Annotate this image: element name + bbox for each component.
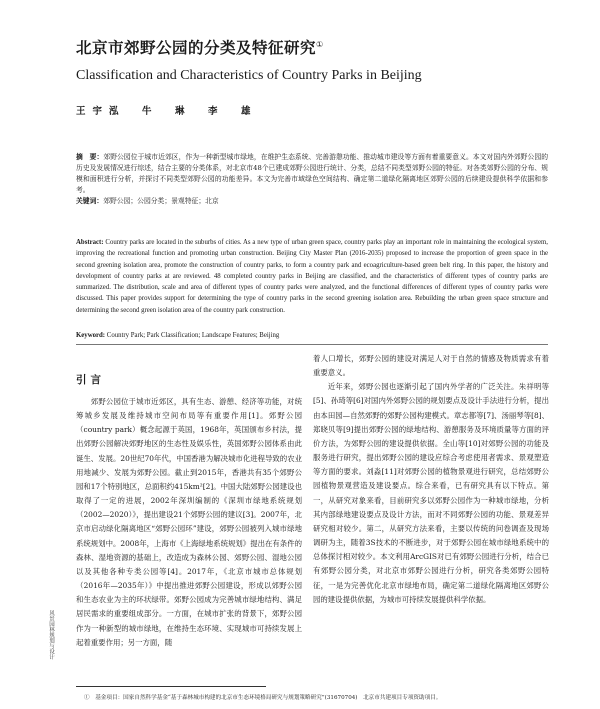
keywords-chinese <box>76 196 548 207</box>
abstract-english-label: Abstract: <box>76 239 104 246</box>
abstract-chinese-label: 摘 要： <box>76 153 104 161</box>
keywords-english <box>76 330 548 341</box>
section-heading-introduction: 引言 <box>76 374 105 386</box>
author-list: 王宇泓 牛 琳 李 雄 <box>76 106 258 117</box>
keywords-english-label: Keyword: <box>76 332 106 339</box>
footnote-rule <box>76 686 266 687</box>
title-footnote-mark: ① <box>316 39 324 49</box>
body-column-right <box>313 352 549 674</box>
abstract-chinese <box>76 152 548 196</box>
body-paragraph: 近年来，郊野公园也逐渐引起了国内外学者的广泛关注。朱祥明等[5]、孙琦等[6]对国内外郊野公园的规划要点及设计手法进行分析，提出由本田园—自然郊野的郊野公园构建模式。章志都等[7]、汤丽琴等[8]、郑晓贝等[9]提出郊野公园的绿地结构、游憩服务及环境质量等方面的评价方法，为郊野公园的建设提供依据。全山等[10]对郊野公园的功能及服务进行研究，提出郊野公园的建设应综合考虑使用者需求、景观塑造等方面的要求。刘淼[11]对郊野公园的植物景观进行研究，总结郊野公园植物景观营造及建设要点。综合来看，已有研究具有以下特点。第一，从研究对象来看，目前研究多以郊野公园作为一种城市绿地，分析其内部绿地建设要点及设计方法，而对不同郊野公园的功能、景观差异研究相对较少。第二，从研究方法来看，主要以传统的问卷调查及现场调研为主，随着3S技术的不断进步，对于郊野公园在城市绿地系统中的总体探讨相对较少。本文利用ArcGIS对已有郊野公园进行分析，结合已有郊野公园分类，对北京市郊野公园进行分析，研究各类郊野公园特征，一是为完善优化北京市绿地布局，确定第二道绿化隔离地区郊野公园的建设提供依据，为城市可持续发展提供科学依据。 <box>313 382 549 604</box>
abstract-english-text: Country parks are located in the suburbs of cities. As a new type of urban green space, country parks play an important role in maintaining the ecological system, improving the recreational function and promoting urban construction. Beijing City Master Plan (2016-2035) proposed to increase the proportion of green space in the second greening isolation area, promote the construction of country parks, to form a country park and ecoagriculture-based green belt ring. In this paper, the history and development of country parks at are reviewed. 48 completed country parks in Beijing are classified, and the characteristics of different types of country parks are summarized. The distribution, scale and area of different types of country parks were analyzed, and the functional differences of different types of country parks were discussed. This paper provides support for determining the type of country parks in the second greening isolation area. Rebuilding the urban green space structure and determining the second green isolation area of the country park construction. <box>76 239 549 314</box>
footnote-funding: ① 基金项目：国家自然科学基金“基于森林城市构建的北京市生态环境格局研究与规划策略研究”(31670704) 北京市共建项目专项资助项目。 <box>84 695 442 701</box>
paper-title-english: Classification and Characteristics of Country Parks in Beijing <box>76 68 422 83</box>
paper-title-chinese: 北京市郊野公园的分类及特征研究① <box>76 38 324 57</box>
keywords-english-text: Country Park; Park Classification; Landscape Features; Beijing <box>106 332 280 339</box>
body-column-left: 郊野公园位于城市近郊区，具有生态、游憩、经济等功能，对统筹城乡发展及维持城市空间布局等有重要作用[1]。郊野公园（country park）概念起源于英国，1968年，英国颁布乡村法，提出郊野公园解决郊野地区的生态性及娱乐性，英国郊野公园体系由此诞生、发展。20世纪70年代，中国香港为解决城市化进程导致的农业用地减少、发展为郊野公园。截止到2015年，香港共有35个郊野公园和17个特别地区，总面积约415km²[2]。中国大陆郊野公园建设也取得了一定的进展，2002年深圳编制的《深圳市绿地系统规划（2002—2020）》，提出建设21个郊野公园的建议[3]。2007年，北京市启动绿化隔离地区“郊野公园环”建设，郊野公园被列入城市绿地系统规划中。2008年，上海市《上海绿地系统规划》提出在有条件的森林、湿地资源的基础上，改造成为森林公园、郊野公园、湿地公园以及其他各种专类公园等[4]。2017年，《北京市城市总体规划（2016年—2035年）》中提出推进郊野公园建设，形成以郊野公园和生态农业为主的环状绿带。郊野公园成为完善城市绿地结构、满足居民需求的重要组成部分。一方面，在城市扩张的背景下，郊野公园作为一种新型的城市绿地，在维持生态环境、实现城市可持续发展上起着重要作用；另一方面，随 <box>76 397 302 647</box>
keywords-chinese-text: 郊野公园；公园分类；景观特征；北京 <box>103 197 219 205</box>
body-paragraph-continued: 着人口增长，郊野公园的建设对满足人对于自然的情感及物质需求有着重要意义。 <box>313 354 549 378</box>
journal-section-label: 风景园林规划与设计 <box>48 610 54 660</box>
section-divider <box>76 344 548 345</box>
keywords-chinese-label: 关键词： <box>76 197 104 205</box>
abstract-chinese-text: 郊野公园位于城市近郊区，作为一种新型城市绿地，在维护生态系统、完善游憩功能、推动城市建设等方面有着重要意义。本文对国内外郊野公园的历史及发展情况进行综述，结合主要的分类体系，对北京市48个已建成郊野公园进行统计、分类，总结不同类型郊野公园的特征。对各类郊野公园的分布、规模和面积进行分析，并探讨不同类型郊野公园的功能差异。本文为完善市域绿色空间结构、确定第二道绿化隔离地区郊野公园的后续建设提供科学依据和参考。 <box>76 153 549 194</box>
abstract-english <box>76 237 548 316</box>
